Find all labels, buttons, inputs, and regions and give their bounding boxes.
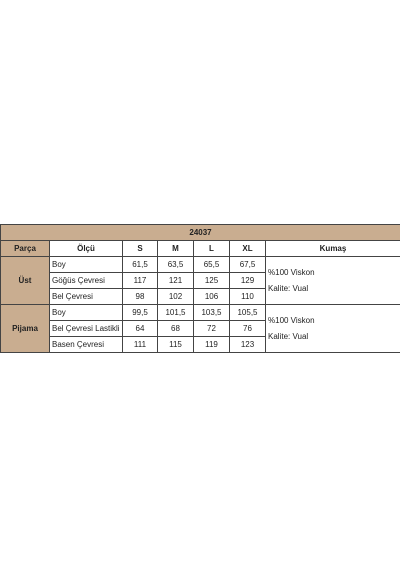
cell-value: 119 [194,337,230,353]
cell-value: 76 [230,321,266,337]
cell-value: 65,5 [194,257,230,273]
cell-value: 63,5 [158,257,194,273]
fabric-info [266,257,400,305]
fabric-info [266,305,400,353]
cell-value: 115 [158,337,194,353]
cell-value: 110 [230,289,266,305]
fabric-composition: %100 Viskon [268,315,315,325]
cell-value: 68 [158,321,194,337]
cell-value: 99,5 [123,305,158,321]
cell-value: 64 [123,321,158,337]
cell-value: 129 [230,273,266,289]
cell-value: 121 [158,273,194,289]
cell-value: 98 [123,289,158,305]
cell-value: 61,5 [123,257,158,273]
cell-value: 106 [194,289,230,305]
group-name: Pijama [1,305,50,353]
cell-value: 67,5 [230,257,266,273]
header-size-s: S [123,241,158,257]
header-size-m: M [158,241,194,257]
group-name: Üst [1,257,50,305]
fabric-composition: %100 Viskon [268,267,315,277]
cell-value: 101,5 [158,305,194,321]
fabric-quality: Kalite: Vual [268,331,309,341]
measure-label: Bel Çevresi Lastikli [50,321,123,337]
table-row [1,257,400,273]
cell-value: 111 [123,337,158,353]
cell-value: 103,5 [194,305,230,321]
product-code: 24037 [1,225,400,241]
header-size-xl: XL [230,241,266,257]
cell-value: 105,5 [230,305,266,321]
header-size-l: L [194,241,230,257]
cell-value: 117 [123,273,158,289]
measure-label: Göğüs Çevresi [50,273,123,289]
header-fabric: Kumaş [266,241,400,257]
fabric-quality: Kalite: Vual [268,283,309,293]
measure-label: Boy [50,257,123,273]
size-chart [0,224,400,353]
cell-value: 102 [158,289,194,305]
header-measure: Ölçü [50,241,123,257]
measure-label: Basen Çevresi [50,337,123,353]
measure-label: Bel Çevresi [50,289,123,305]
product-code-row [1,225,400,241]
cell-value: 125 [194,273,230,289]
header-row [1,241,400,257]
cell-value: 123 [230,337,266,353]
header-part: Parça [1,241,50,257]
table-row [1,305,400,321]
cell-value: 72 [194,321,230,337]
measure-label: Boy [50,305,123,321]
size-table [0,224,400,353]
